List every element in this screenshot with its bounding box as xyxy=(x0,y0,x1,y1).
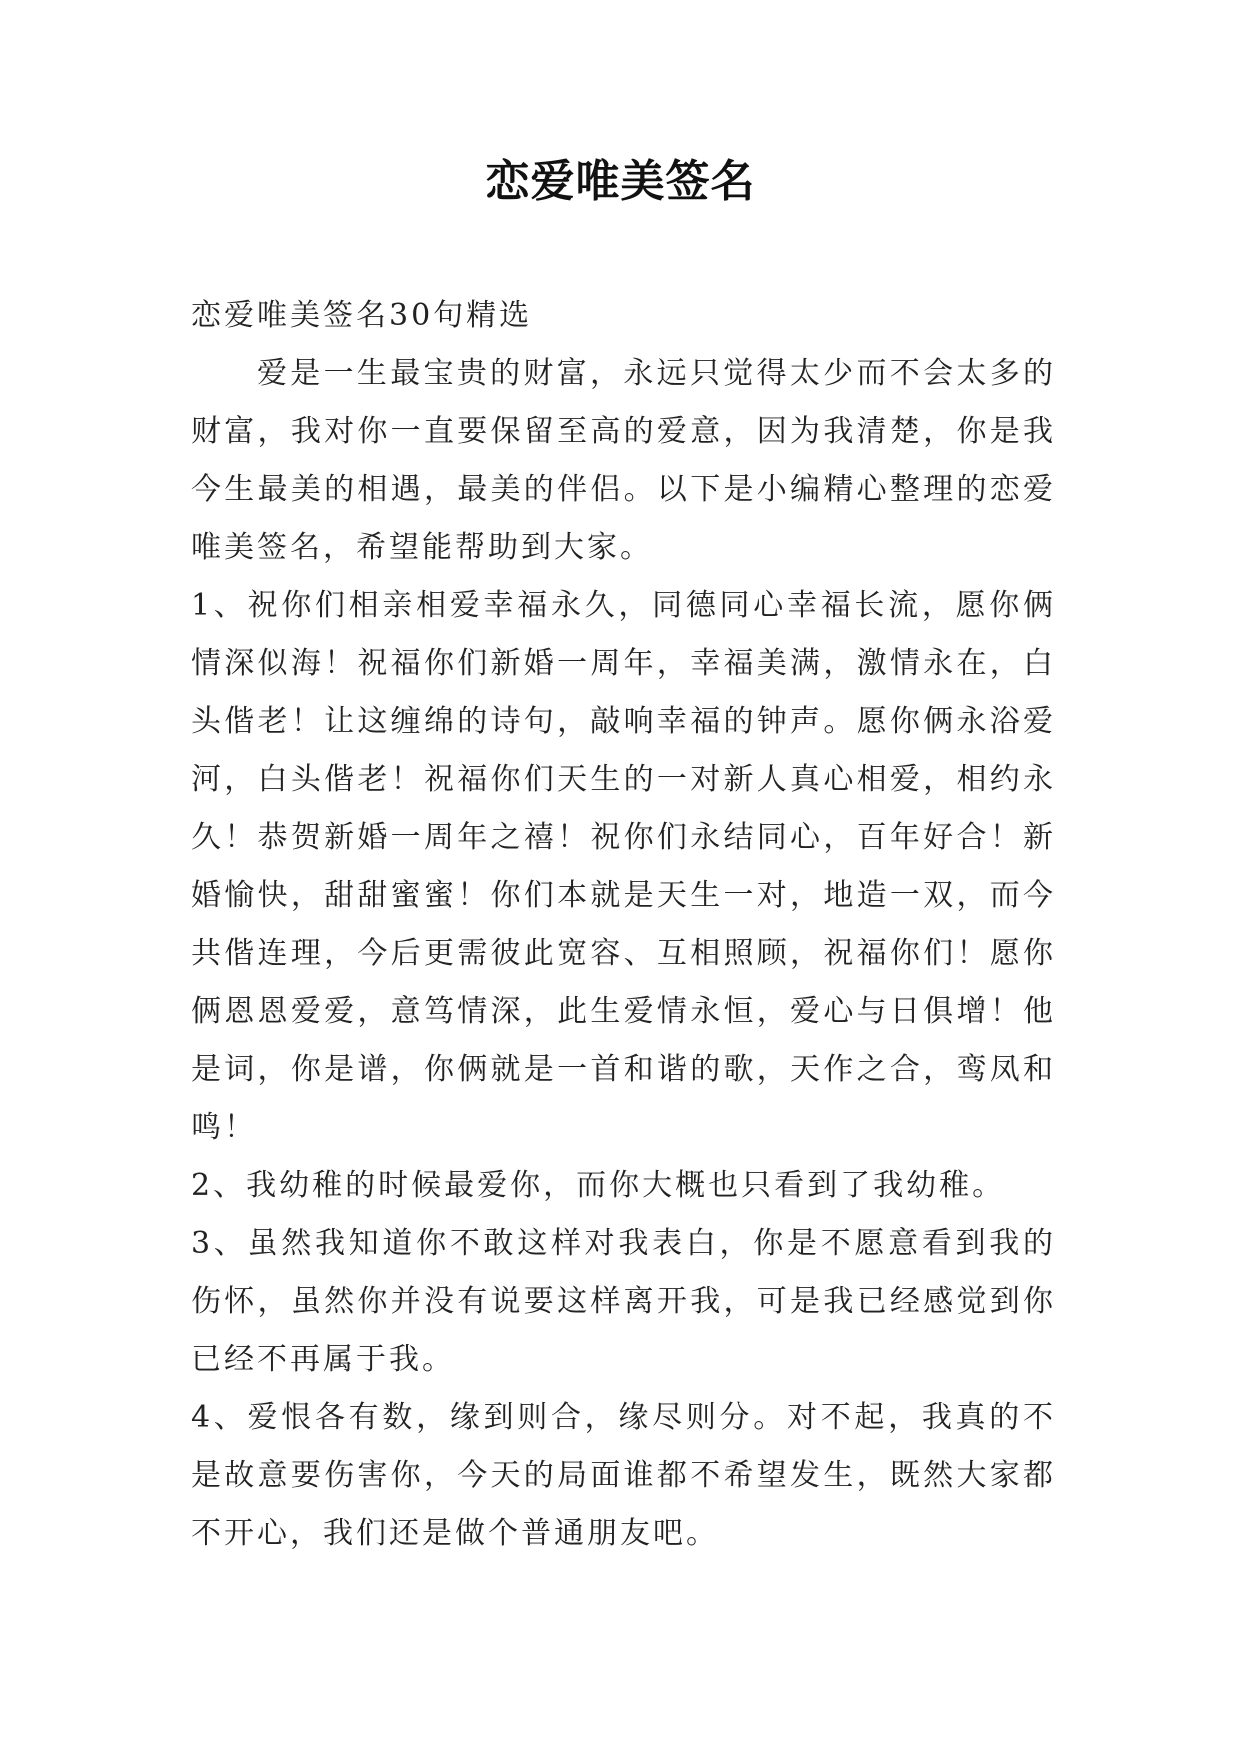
list-item: 2、我幼稚的时候最爱你，而你大概也只看到了我幼稚。 xyxy=(191,1168,1006,1203)
document-subtitle: 恋爱唯美签名30句精选 xyxy=(191,298,533,333)
list-item: 3、虽然我知道你不敢这样对我表白，你是不愿意看到我的伤怀，虽然你并没有说要这样离开我，可是我已经感觉到你已经不再属于我。 xyxy=(191,1226,1056,1377)
document-title: 恋爱唯美签名 xyxy=(485,156,756,207)
intro-paragraph: 爱是一生最宝贵的财富，永远只觉得太少而不会太多的财富，我对你一直要保留至高的爱意，因为我清楚，你是我今生最美的相遇，最美的伴侣。以下是小编精心整理的恋爱唯美签名，希望能帮助到大家。 xyxy=(191,356,1056,565)
list-item: 4、爱恨各有数，缘到则合，缘尽则分。对不起，我真的不是故意要伤害你，今天的局面谁都不希望发生，既然大家都不开心，我们还是做个普通朋友吧。 xyxy=(191,1400,1056,1551)
document-body xyxy=(191,287,1056,1563)
list-item: 1、祝你们相亲相爱幸福永久，同德同心幸福长流，愿你俩情深似海！祝福你们新婚一周年，幸福美满，激情永在，白头偕老！让这缠绵的诗句，敲响幸福的钟声。愿你俩永浴爱河，白头偕老！祝福你们天生的一对新人真心相爱，相约永久！恭贺新婚一周年之禧！祝你们永结同心，百年好合！新婚愉快，甜甜蜜蜜！你们本就是天生一对，地造一双，而今共偕连理，今后更需彼此宽容、互相照顾，祝福你们！愿你俩恩恩爱爱，意笃情深，此生爱情永恒，爱心与日俱增！他是词，你是谱，你俩就是一首和谐的歌，天作之合，鸾凤和鸣！ xyxy=(191,588,1056,1145)
